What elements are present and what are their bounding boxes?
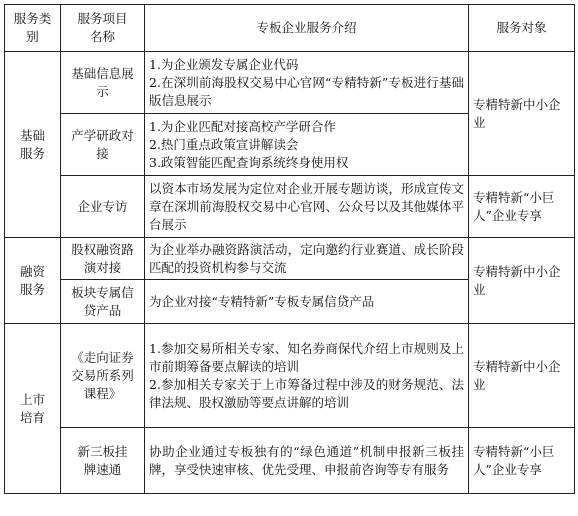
table-row [5,176,575,238]
table-row [5,238,575,280]
service-table [4,4,575,494]
description-line: 为企业对接“专精特新”专板专属信贷产品 [149,293,375,309]
description-line: 2.参加相关专家关于上市筹备过程中涉及的财务规范、法律法规、股权激励等要点讲解的培训 [149,376,464,410]
item-name-cell: 股权融资路演对接 [61,238,145,280]
target-cell: 专精特新“小巨人”企业专享 [469,428,575,494]
item-name-cell: 企业专访 [61,176,145,238]
target-cell: 专精特新中小企业 [469,52,575,176]
header-description: 专板企业服务介绍 [145,5,469,52]
item-name-cell: 《走向证券交易所系列课程》 [61,324,145,428]
category-cell: 融资服务 [5,238,61,324]
description-line: 以资本市场发展为定位对企业开展专题访谈，形成宣传文章在深圳前海股权交易中心官网、公众号以及其他媒体平台展示 [149,180,464,232]
description-cell [145,52,469,114]
table-row [5,428,575,494]
description-line: 2.在深圳前海股权交易中心官网“专精特新”专板进行基础版信息展示 [149,74,464,108]
description-line: 协助企业通过专板独有的“绿色通道”机制申报新三板挂牌，享受快速审核、优先受理、申报前咨询等专有服务 [149,443,464,477]
header-category: 服务类别 [5,5,61,52]
category-cell: 基础服务 [5,52,61,238]
header-item-name: 服务项目名称 [61,5,145,52]
description-cell [145,114,469,176]
description-line: 3.政策智能匹配查询系统终身使用权 [149,154,349,170]
target-cell: 专精特新中小企业 [469,238,575,324]
header-target: 服务对象 [469,5,575,52]
description-line: 2.热门重点政策宣讲解读会 [149,136,299,152]
description-cell [145,428,469,494]
item-name-cell: 基础信息展示 [61,52,145,114]
description-line: 为企业举办融资路演活动，定向邀约行业赛道、成长阶段匹配的投资机构参与交流 [149,241,464,275]
description-cell [145,238,469,280]
category-cell: 上市培育 [5,324,61,494]
description-cell [145,176,469,238]
item-name-cell: 产学研政对接 [61,114,145,176]
description-line: 1.参加交易所相关专家、知名券商保代介绍上市规则及上市前期筹备要点解读的培训 [149,340,464,374]
item-name-cell: 新三板挂牌速通 [61,428,145,494]
header-row [5,5,575,52]
description-cell [145,280,469,324]
table-row [5,324,575,428]
table-row [5,52,575,114]
target-cell: 专精特新“小巨人”企业专享 [469,176,575,238]
description-line: 1.为企业颁发专属企业代码 [149,56,299,72]
item-name-cell: 板块专属信贷产品 [61,280,145,324]
description-line: 1.为企业匹配对接高校产学研合作 [149,118,336,134]
description-cell [145,324,469,428]
target-cell: 专精特新中小企业 [469,324,575,428]
